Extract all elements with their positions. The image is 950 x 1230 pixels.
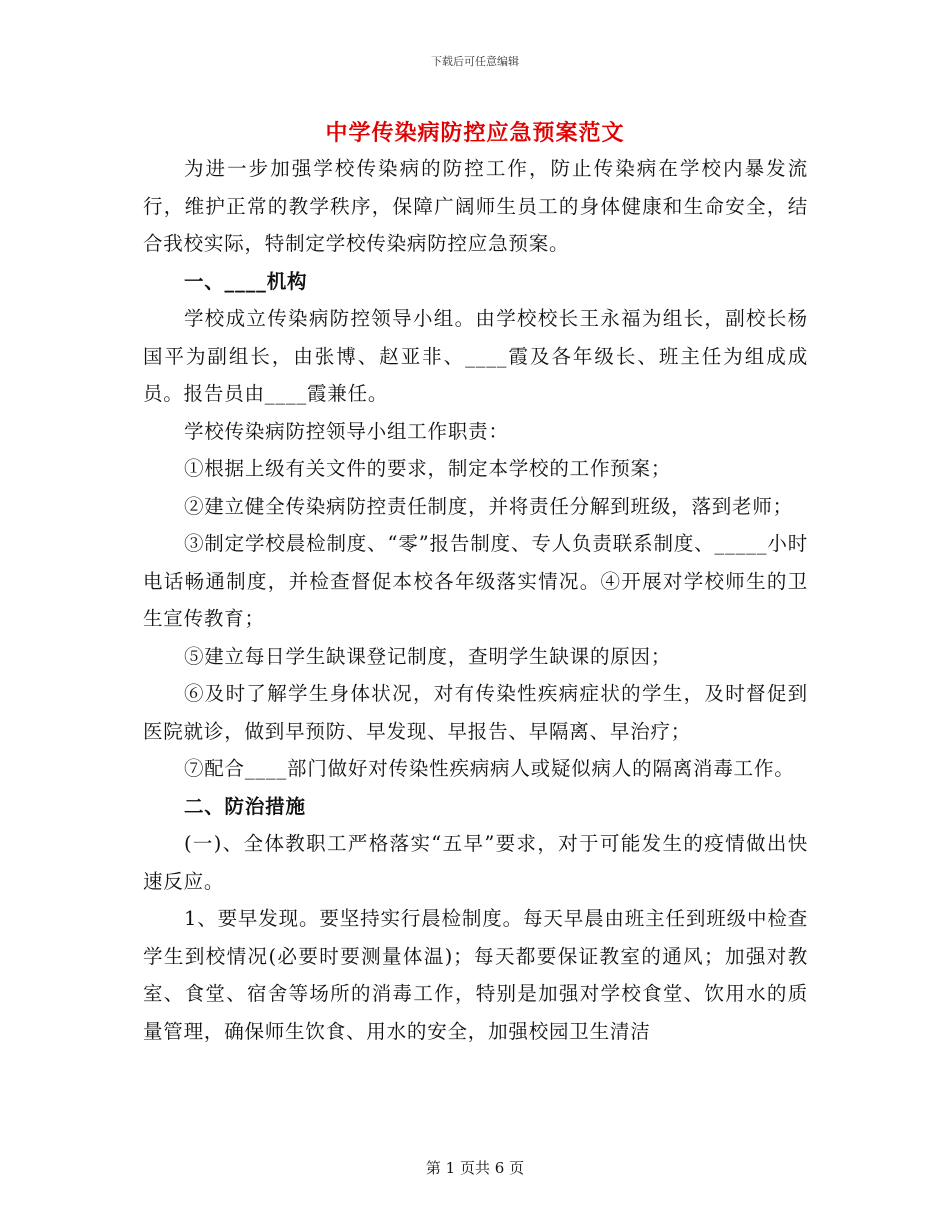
duties-intro-paragraph: 学校传染病防控领导小组工作职责： <box>183 419 509 443</box>
intro-paragraph: 为进一步加强学校传染病的防控工作，防止传染病在学校内暴发流行，维护正常的教学秩序，保障广阔师生员工的身体健康和生命安全，结合我校实际，特制定学校传染病防控应急预案。 <box>143 157 808 255</box>
section-heading-measures: 二、防治措施 <box>183 794 306 818</box>
header-note: 下载后可任意编辑 <box>431 55 519 68</box>
document-body <box>143 150 808 1050</box>
measures-intro-paragraph: (一)、全体教职工严格落实“五早”要求，对于可能发生的疫情做出快速反应。 <box>143 832 808 893</box>
document-title: 中学传染病防控应急预案范文 <box>325 120 625 146</box>
duty-item-3-4: ③制定学校晨检制度、“零”报告制度、专人负责联系制度、_____小时电话畅通制度，并检查督促本校各年级落实情况。④开展对学校师生的卫生宣传教育； <box>143 532 808 630</box>
page-number: 第 1 页共 6 页 <box>425 1159 525 1177</box>
duty-item-7: ⑦配合____部门做好对传染性疾病病人或疑似病人的隔离消毒工作。 <box>183 757 795 780</box>
duty-item-2: ②建立健全传染病防控责任制度，并将责任分解到班级，落到老师； <box>183 494 793 518</box>
early-detection-paragraph: 1、要早发现。要坚持实行晨检制度。每天早晨由班主任到班级中检查学生到校情况(必要时要测量体温)；每天都要保证教室的通风；加强对教室、食堂、宿舍等场所的消毒工作，特别是加强对学校食堂、饮用水的质量管理，确保师生饮食、用水的安全，加强校园卫生清洁 <box>143 907 808 1043</box>
organization-paragraph: 学校成立传染病防控领导小组。由学校校长王永福为组长，副校长杨国平为副组长，由张博、赵亚非、____霞及各年级长、班主任为组成成员。报告员由____霞兼任。 <box>143 307 808 405</box>
duty-item-5: ⑤建立每日学生缺课登记制度，查明学生缺课的原因； <box>183 644 672 668</box>
duty-item-1: ①根据上级有关文件的要求，制定本学校的工作预案； <box>183 457 672 480</box>
duty-item-6: ⑥及时了解学生身体状况，对有传染性疾病症状的学生，及时督促到医院就诊，做到早预防、早发现、早报告、早隔离、早治疗； <box>143 682 808 743</box>
section-heading-organization: 一、____机构 <box>183 269 308 293</box>
